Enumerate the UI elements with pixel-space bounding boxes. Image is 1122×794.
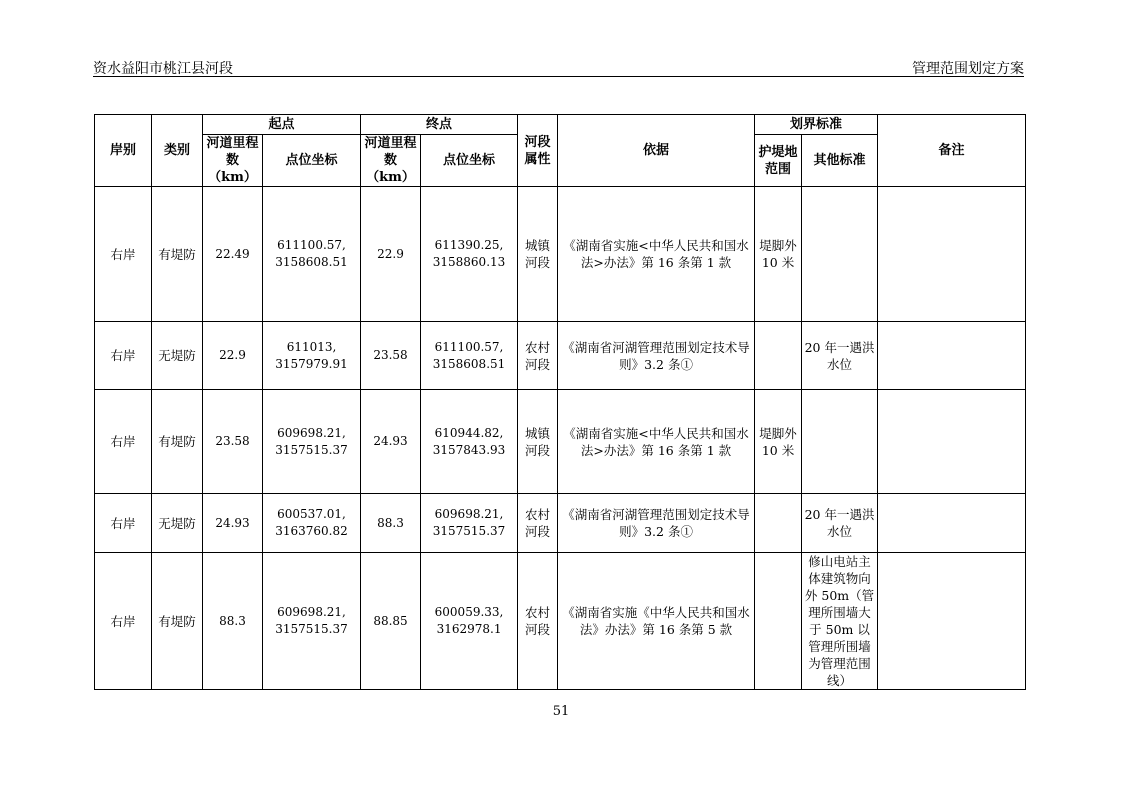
cell-end-coord: 600059.33, 3162978.1 bbox=[421, 553, 518, 690]
table-row bbox=[95, 553, 1026, 690]
header-boundary-standard: 划界标准 bbox=[755, 115, 878, 135]
cell-start-km: 88.3 bbox=[203, 553, 263, 690]
table-row bbox=[95, 187, 1026, 322]
cell-end-km: 24.93 bbox=[361, 390, 421, 494]
table-row bbox=[95, 322, 1026, 390]
cell-segment-attr: 农村河段 bbox=[518, 553, 558, 690]
document-header-right: 管理范围划定方案 bbox=[912, 61, 1024, 77]
cell-segment-attr: 城镇河段 bbox=[518, 390, 558, 494]
cell-end-coord: 610944.82, 3157843.93 bbox=[421, 390, 518, 494]
cell-start-coord: 611013, 3157979.91 bbox=[263, 322, 361, 390]
cell-segment-attr: 城镇河段 bbox=[518, 187, 558, 322]
cell-bank: 右岸 bbox=[95, 494, 152, 553]
cell-note bbox=[878, 187, 1026, 322]
cell-category: 有堤防 bbox=[152, 390, 203, 494]
cell-category: 无堤防 bbox=[152, 494, 203, 553]
cell-note bbox=[878, 553, 1026, 690]
cell-start-km: 22.49 bbox=[203, 187, 263, 322]
header-end-coordinate: 点位坐标 bbox=[421, 135, 518, 187]
cell-levee-range bbox=[755, 553, 802, 690]
header-segment-attr: 河段属性 bbox=[518, 115, 558, 187]
cell-other-standard: 20 年一遇洪水位 bbox=[802, 494, 878, 553]
table-row bbox=[95, 494, 1026, 553]
cell-basis: 《湖南省实施《中华人民共和国水法》办法》第 16 条第 5 款 bbox=[558, 553, 755, 690]
cell-basis: 《湖南省实施<中华人民共和国水法>办法》第 16 条第 1 款 bbox=[558, 187, 755, 322]
cell-category: 无堤防 bbox=[152, 322, 203, 390]
cell-bank: 右岸 bbox=[95, 553, 152, 690]
cell-start-coord: 609698.21, 3157515.37 bbox=[263, 390, 361, 494]
header-basis: 依据 bbox=[558, 115, 755, 187]
cell-levee-range bbox=[755, 494, 802, 553]
cell-other-standard bbox=[802, 187, 878, 322]
cell-other-standard bbox=[802, 390, 878, 494]
cell-bank: 右岸 bbox=[95, 187, 152, 322]
table-row bbox=[95, 390, 1026, 494]
document-header-left: 资水益阳市桃江县河段 bbox=[93, 61, 233, 77]
cell-start-coord: 611100.57, 3158608.51 bbox=[263, 187, 361, 322]
cell-basis: 《湖南省实施<中华人民共和国水法>办法》第 16 条第 1 款 bbox=[558, 390, 755, 494]
cell-note bbox=[878, 322, 1026, 390]
cell-other-standard: 修山电站主体建筑物向外 50m（管理所围墙大于 50m 以管理所围墙为管理范围线） bbox=[802, 553, 878, 690]
cell-note bbox=[878, 494, 1026, 553]
cell-bank: 右岸 bbox=[95, 390, 152, 494]
header-end-mileage: 河道里程数（km） bbox=[361, 135, 421, 187]
cell-levee-range: 堤脚外 10 米 bbox=[755, 390, 802, 494]
header-start-mileage: 河道里程数（km） bbox=[203, 135, 263, 187]
cell-other-standard: 20 年一遇洪水位 bbox=[802, 322, 878, 390]
header-start-coordinate: 点位坐标 bbox=[263, 135, 361, 187]
header-category: 类别 bbox=[152, 115, 203, 187]
cell-end-km: 88.3 bbox=[361, 494, 421, 553]
header-end: 终点 bbox=[361, 115, 518, 135]
cell-basis: 《湖南省河湖管理范围划定技术导则》3.2 条① bbox=[558, 494, 755, 553]
page-number: 51 bbox=[552, 704, 570, 719]
cell-start-km: 22.9 bbox=[203, 322, 263, 390]
cell-start-km: 24.93 bbox=[203, 494, 263, 553]
cell-end-km: 88.85 bbox=[361, 553, 421, 690]
cell-end-km: 23.58 bbox=[361, 322, 421, 390]
cell-end-coord: 611390.25, 3158860.13 bbox=[421, 187, 518, 322]
cell-basis: 《湖南省河湖管理范围划定技术导则》3.2 条① bbox=[558, 322, 755, 390]
header-bank: 岸别 bbox=[95, 115, 152, 187]
cell-start-coord: 609698.21, 3157515.37 bbox=[263, 553, 361, 690]
cell-end-km: 22.9 bbox=[361, 187, 421, 322]
cell-start-coord: 600537.01, 3163760.82 bbox=[263, 494, 361, 553]
cell-bank: 右岸 bbox=[95, 322, 152, 390]
cell-note bbox=[878, 390, 1026, 494]
cell-segment-attr: 农村河段 bbox=[518, 322, 558, 390]
header-other-standard: 其他标准 bbox=[802, 135, 878, 187]
cell-levee-range bbox=[755, 322, 802, 390]
cell-segment-attr: 农村河段 bbox=[518, 494, 558, 553]
cell-levee-range: 堤脚外 10 米 bbox=[755, 187, 802, 322]
header-start: 起点 bbox=[203, 115, 361, 135]
header-note: 备注 bbox=[878, 115, 1026, 187]
cell-category: 有堤防 bbox=[152, 187, 203, 322]
cell-end-coord: 609698.21, 3157515.37 bbox=[421, 494, 518, 553]
cell-start-km: 23.58 bbox=[203, 390, 263, 494]
cell-category: 有堤防 bbox=[152, 553, 203, 690]
header-levee-range: 护堤地范围 bbox=[755, 135, 802, 187]
header-divider bbox=[93, 76, 1024, 77]
cell-end-coord: 611100.57, 3158608.51 bbox=[421, 322, 518, 390]
management-range-table bbox=[94, 114, 1026, 690]
